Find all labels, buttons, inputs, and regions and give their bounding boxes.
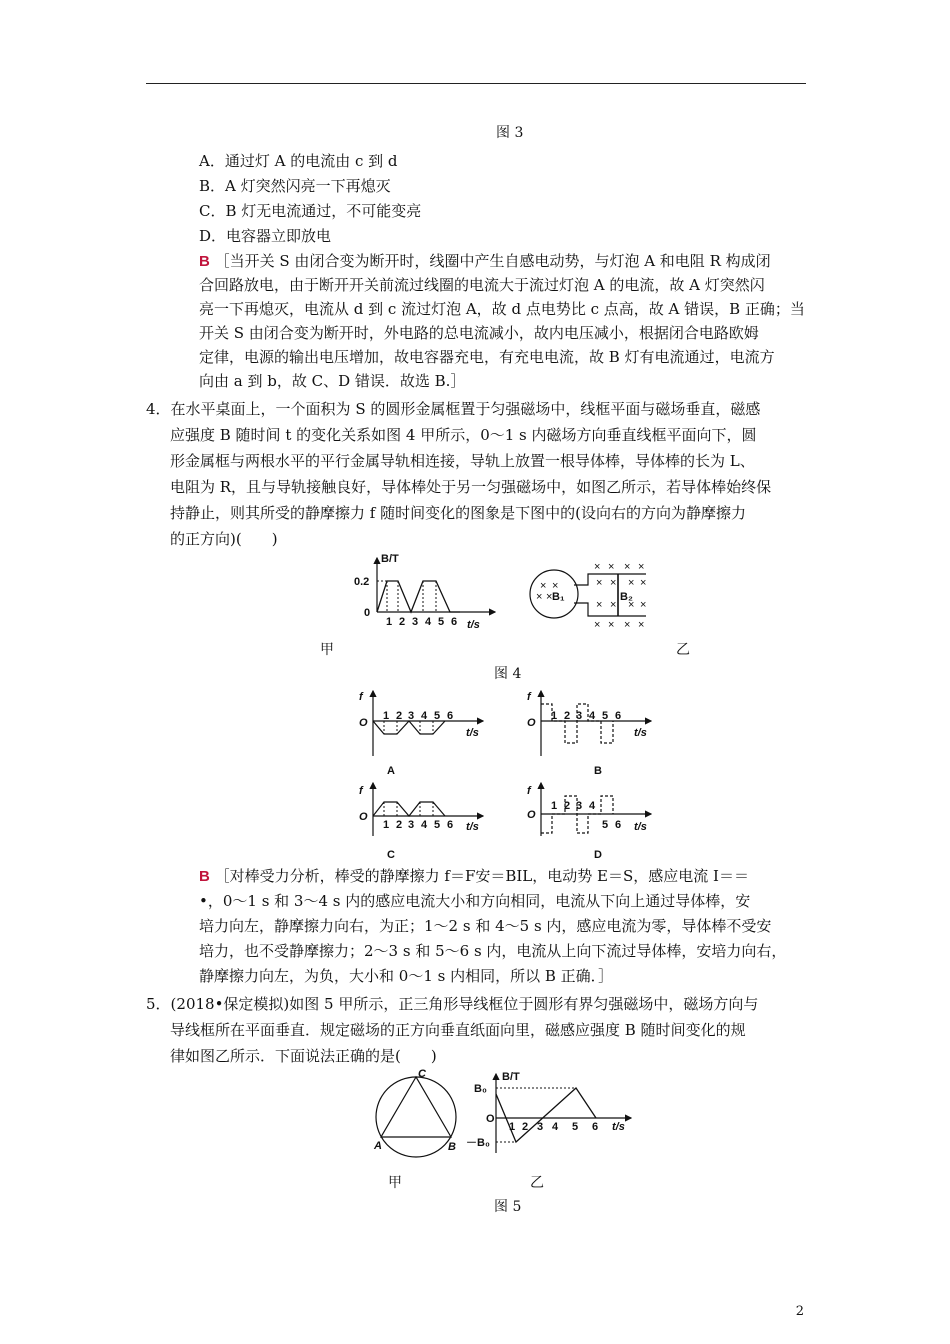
x-tick: 1	[386, 616, 393, 628]
b2-label: B₂	[620, 591, 633, 603]
q3-explanation-line: 合回路放电，由于断开开关前流过线圈的电流大于流过灯泡 A 的电流，故 A 灯突然闪	[199, 276, 765, 294]
x-tick: 5	[438, 616, 445, 628]
svg-text:4: 4	[552, 1121, 559, 1133]
option-label-d: D	[594, 849, 602, 861]
svg-text:×: ×	[640, 577, 647, 589]
q3-option-d: D．电容器立即放电	[199, 227, 332, 245]
q4-text-line: 的正方向)( )	[170, 530, 278, 548]
q3-explanation-line: 定律，电源的输出电压增加，故电容器充电，有充电电流，故 B 灯有电流通过，电流方	[199, 348, 775, 366]
figure-5-caption: 图 5	[494, 1199, 522, 1215]
b-curve	[496, 1088, 599, 1142]
q3-explanation-line	[199, 251, 771, 272]
svg-text:4: 4	[589, 710, 596, 722]
svg-text:6: 6	[592, 1121, 599, 1133]
q4-text-line: 应强度 B 随时间 t 的变化关系如图 4 甲所示，0～1 s 内磁场方向垂直线框平面向下，圆	[170, 426, 757, 444]
svg-text:3: 3	[408, 819, 415, 831]
b1-label: B₁	[552, 591, 565, 603]
svg-text:×: ×	[610, 599, 617, 611]
neg-b0-label: －B₀	[466, 1137, 490, 1149]
svg-text:2: 2	[564, 710, 571, 722]
svg-text:×: ×	[596, 599, 603, 611]
q4-answer: B	[199, 868, 210, 885]
svg-text:×: ×	[640, 599, 647, 611]
svg-text:O: O	[527, 809, 536, 821]
svg-text:1: 1	[383, 710, 390, 722]
svg-text:×: ×	[536, 591, 543, 603]
q5-text-line: 5．(2018•保定模拟)如图 5 甲所示，正三角形导线框位于圆形有界匀强磁场中，磁场方向与	[146, 995, 759, 1013]
svg-text:1: 1	[551, 710, 558, 722]
svg-text:f: f	[359, 785, 363, 797]
x-tick: 6	[451, 616, 458, 628]
q3-answer: B	[199, 253, 210, 270]
fig5-jia-diagram	[366, 1068, 466, 1162]
svg-text:t/s: t/s	[466, 821, 479, 833]
q4-explanation-line	[199, 866, 749, 887]
q4-text-line: 电阻为 R，且与导轨接触良好，导体棒处于另一匀强磁场中，如图乙所示，若导体棒始终保	[170, 478, 772, 496]
svg-text:2: 2	[396, 710, 403, 722]
q4-explanation-text: ［对棒受力分析，棒受的静摩擦力 f＝F安＝BIL，电动势 E＝S，感应电流 I＝＝	[214, 867, 749, 885]
svg-text:×: ×	[608, 619, 615, 631]
vertex-c: C	[418, 1068, 426, 1080]
svg-text:×: ×	[540, 580, 547, 592]
svg-text:1: 1	[509, 1121, 516, 1133]
svg-text:3: 3	[576, 710, 583, 722]
svg-text:×: ×	[594, 561, 601, 573]
svg-text:t/s: t/s	[466, 727, 479, 739]
fig4-yi-label: 乙	[676, 642, 690, 658]
vertex-a: A	[374, 1140, 382, 1152]
svg-text:×: ×	[628, 577, 635, 589]
svg-text:6: 6	[447, 710, 454, 722]
svg-text:f: f	[527, 785, 531, 797]
option-label-a: A	[387, 765, 395, 777]
svg-text:4: 4	[589, 800, 596, 812]
option-label-b: B	[594, 765, 602, 777]
fig5-jia-label: 甲	[388, 1175, 402, 1191]
vertex-b: B	[448, 1141, 456, 1153]
q3-explanation-line: 向由 a 到 b，故 C、D 错误．故选 B.］	[199, 372, 466, 390]
svg-text:5: 5	[602, 710, 609, 722]
option-graph-b	[521, 686, 661, 776]
svg-text:1: 1	[551, 800, 558, 812]
fig4-yi-circuit	[528, 560, 658, 632]
option-label-c: C	[387, 849, 395, 861]
svg-text:6: 6	[615, 819, 622, 831]
q4-explanation-line: 静摩擦力向左，为负，大小和 0～1 s 内相同，所以 B 正确．］	[199, 967, 614, 985]
q3-option-a: A．通过灯 A 的电流由 c 到 d	[199, 152, 398, 170]
q4-text-line: 4．在水平桌面上，一个面积为 S 的圆形金属框置于匀强磁场中，线框平面与磁场垂直，磁感	[146, 400, 761, 418]
svg-text:3: 3	[576, 800, 583, 812]
q4-explanation-line: 培力向左，静摩擦力向右，为正；1～2 s 和 4～5 s 内，感应电流为零，导体棒不受安	[199, 917, 772, 935]
svg-text:3: 3	[408, 710, 415, 722]
option-graph-c	[353, 778, 493, 868]
svg-text:t/s: t/s	[634, 727, 647, 739]
svg-text:3: 3	[537, 1121, 544, 1133]
svg-text:6: 6	[447, 819, 454, 831]
svg-text:×: ×	[638, 619, 645, 631]
q3-explanation-line: 开关 S 由闭合变为断开时，外电路的总电流减小，故内电压减小，根据闭合电路欧姆	[199, 324, 759, 342]
q5-text-line: 律如图乙所示．下面说法正确的是( )	[170, 1047, 437, 1065]
svg-text:t/s: t/s	[634, 821, 647, 833]
origin: 0	[364, 607, 371, 619]
svg-text:f: f	[527, 691, 531, 703]
q4-text-line: 持静止，则其所受的静摩擦力 f 随时间变化的图象是下图中的(设向右的方向为静摩擦力	[170, 504, 746, 522]
y-tick-02: 0.2	[354, 576, 370, 588]
svg-text:2: 2	[522, 1121, 529, 1133]
page-number: 2	[795, 1304, 804, 1319]
svg-text:×: ×	[610, 577, 617, 589]
svg-text:O: O	[359, 811, 368, 823]
x-label: t/s	[467, 619, 480, 631]
svg-text:1: 1	[383, 819, 390, 831]
fig4-jia-graph	[350, 552, 500, 632]
figure-4-caption: 图 4	[494, 666, 522, 682]
svg-text:O: O	[527, 717, 536, 729]
q3-explanation-line: 亮一下再熄灭，电流从 d 到 c 流过灯泡 A，故 d 点电势比 c 点高，故 A 错误，B 正确；当	[199, 300, 805, 318]
field-circle	[376, 1077, 456, 1157]
option-graph-a	[353, 686, 493, 776]
b-curve	[377, 581, 460, 612]
f-curve	[373, 802, 445, 816]
svg-text:×: ×	[628, 599, 635, 611]
svg-text:O: O	[359, 717, 368, 729]
svg-text:4: 4	[421, 819, 428, 831]
svg-text:2: 2	[396, 819, 403, 831]
q5-text-line: 导线框所在平面垂直．规定磁场的正方向垂直纸面向里，磁感应强度 B 随时间变化的规	[170, 1021, 746, 1039]
svg-text:f: f	[359, 691, 363, 703]
x-tick: 4	[425, 616, 432, 628]
svg-text:B/T: B/T	[502, 1071, 520, 1083]
svg-text:5: 5	[572, 1121, 579, 1133]
svg-text:×: ×	[638, 561, 645, 573]
svg-text:5: 5	[434, 710, 441, 722]
svg-text:×: ×	[624, 619, 631, 631]
svg-text:6: 6	[615, 710, 622, 722]
fig5-yi-label: 乙	[530, 1175, 544, 1191]
x-tick: 2	[399, 616, 406, 628]
q4-explanation-line: 培力，也不受静摩擦力；2～3 s 和 5～6 s 内，电流从上向下流过导体棒，安培力向右，	[199, 942, 787, 960]
y-label: B/T	[381, 553, 399, 565]
q4-text-line: 形金属框与两根水平的平行金属导轨相连接，导轨上放置一根导体棒，导体棒的长为 L、	[170, 452, 755, 470]
fig5-yi-graph	[466, 1068, 636, 1168]
b0-label: B₀	[474, 1083, 487, 1095]
q3-explanation-text: ［当开关 S 由闭合变为断开时，线圈中产生自感电动势，与灯泡 A 和电阻 R 构成闭	[214, 252, 771, 270]
svg-text:5: 5	[602, 819, 609, 831]
svg-text:5: 5	[434, 819, 441, 831]
svg-text:2: 2	[564, 800, 571, 812]
svg-text:×: ×	[624, 561, 631, 573]
svg-text:×: ×	[552, 580, 559, 592]
fig4-jia-label: 甲	[320, 642, 334, 658]
q3-option-b: B．A 灯突然闪亮一下再熄灭	[199, 177, 391, 195]
option-graph-d	[521, 778, 661, 868]
header-rule	[146, 83, 806, 84]
svg-text:×: ×	[594, 619, 601, 631]
svg-text:4: 4	[421, 710, 428, 722]
svg-text:×: ×	[546, 591, 553, 603]
svg-text:O: O	[486, 1113, 495, 1125]
q4-explanation-line: •，0～1 s 和 3～4 s 内的感应电流大小和方向相同，电流从下向上通过导体棒，安	[199, 892, 751, 910]
x-tick: 3	[412, 616, 419, 628]
svg-text:×: ×	[608, 561, 615, 573]
figure-3-caption: 图 3	[496, 125, 524, 141]
svg-text:×: ×	[596, 577, 603, 589]
svg-text:t/s: t/s	[612, 1121, 625, 1133]
q3-option-c: C．B 灯无电流通过，不可能变亮	[199, 202, 422, 220]
